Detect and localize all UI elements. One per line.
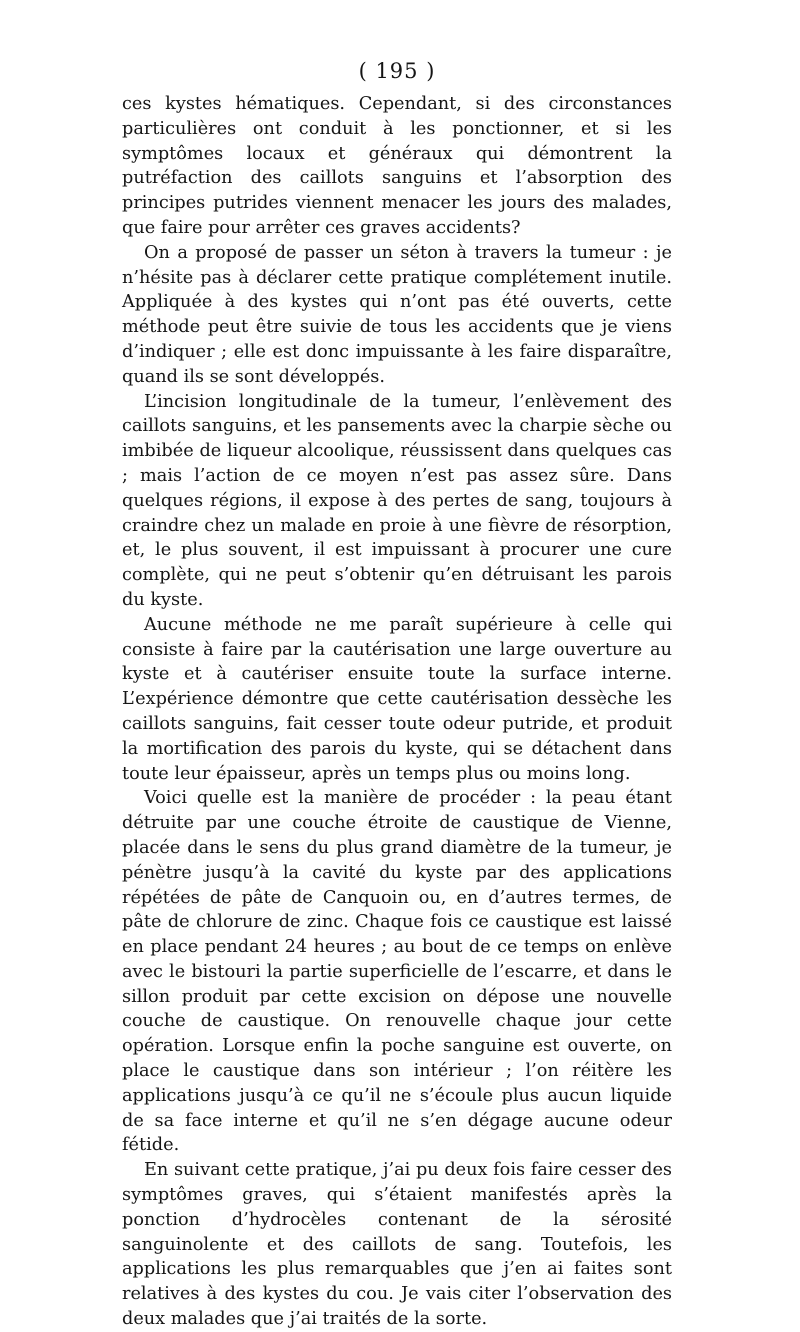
paragraph-5: Voici quelle est la manière de procéder : la peau étant détruite par une couche étroite de caustique de Vienne, placée dans le sens du plus grand diamètre de la tumeur, je pénètre jusqu’à la cavité du kyste par des applications répétées de pâte de Canquoin ou, en d’autres termes, de pâte de chlorure de zinc. Chaque fois ce caustique est laissé en place pendant 24 heures ; au bout de ce temps on enlève avec le bistouri la partie superficielle de l’escarre, et dans le sillon produit par cette excision on dépose une nouvelle couche de caustique. On renouvelle chaque jour cette opération. Lorsque enfin la poche sanguine est ouverte, on place le caustique dans son intérieur ; l’on réitère les applications jusqu’à ce qu’il ne s’écoule plus aucun liquide de sa face interne et qu’il ne s’en dégage aucune odeur fétide. — [122, 788, 672, 1156]
paragraph-6: En suivant cette pratique, j’ai pu deux fois faire cesser des symptômes graves, qui s’étaient manifestés après la ponction d’hydrocèles contenant de la sérosité sanguinolente et des caillots de sang. Toutefois, les applications les plus remarquables que j’en ai faites sont relatives à des kystes du cou. Je vais citer l’observation des deux malades que j’ai traités de la sorte. — [122, 1160, 672, 1330]
paragraph-2: On a proposé de passer un séton à travers la tumeur : je n’hésite pas à déclarer cette pratique complétement inutile. Appliquée à des kystes qui n’ont pas été ouverts, cette méthode peut être suivie de tous les accidents que je viens d’indiquer ; elle est donc impuissante à les faire disparaître, quand ils se sont développés. — [122, 242, 672, 387]
paragraph-4: Aucune méthode ne me paraît supérieure à celle qui consiste à faire par la cautérisation une large ouverture au kyste et à cautériser ensuite toute la surface interne. L’expérience démontre que cette cautérisation dessèche les caillots sanguins, fait cesser toute odeur putride, et produit la mortification des parois du kyste, qui se détachent dans toute leur épaisseur, après un temps plus ou moins long. — [122, 614, 672, 784]
document-page — [122, 56, 672, 1332]
paragraph-1: ces kystes hématiques. Cependant, si des circonstances particulières ont conduit à les ponctionner, et si les symptômes locaux et généraux qui démontrent la putréfaction des caillots sanguins et l’absorption des principes putrides viennent menacer les jours des malades, que faire pour arrêter ces graves accidents? — [122, 94, 672, 238]
paragraph-3: L’incision longitudinale de la tumeur, l’enlèvement des caillots sanguins, et les pansements avec la charpie sèche ou imbibée de liqueur alcoolique, réussissent dans quelques cas ; mais l’action de ce moyen n’est pas assez sûre. Dans quelques régions, il expose à des pertes de sang, toujours à craindre chez un malade en proie à une fièvre de résorption, et, le plus souvent, il est impuissant à procurer une cure complète, qui ne peut s’obtenir qu’en détruisant les parois du kyste. — [122, 391, 672, 610]
page-number: ( 195 ) — [358, 59, 436, 83]
